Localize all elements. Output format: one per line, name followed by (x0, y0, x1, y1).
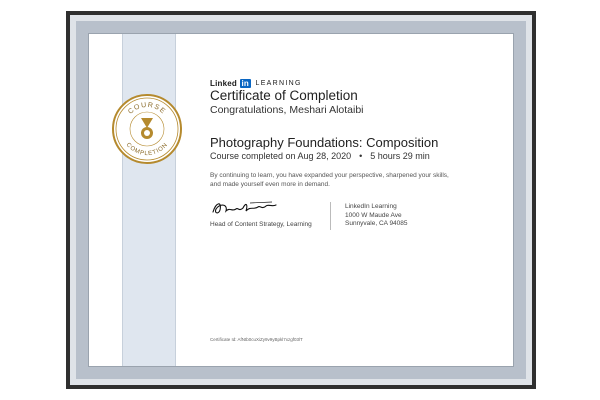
recipient-line: Congratulations, Meshari Alotaibi (210, 104, 364, 116)
logo-brand-prefix: Linked (210, 79, 237, 88)
completion-details (210, 151, 430, 161)
linkedin-learning-logo (210, 79, 302, 88)
completion-date: Course completed on Aug 28, 2020 (210, 151, 352, 161)
certificate-blurb: By continuing to learn, you have expanded your perspective, sharpened your skills, and made yourself even more in demand. (210, 172, 449, 188)
badge-top-text: COURSE (127, 101, 167, 116)
course-duration: 5 hours 29 min (370, 151, 430, 161)
address-line: Sunnyvale, CA 94085 (345, 220, 408, 227)
issuer-address (345, 203, 408, 229)
address-line: 1000 W Maude Ave (345, 211, 402, 219)
logo-in-box: in (241, 79, 249, 88)
certificate-title: Certificate of Completion (210, 88, 358, 103)
signature-divider (330, 202, 331, 230)
ribbon (122, 34, 176, 366)
separator-dot: • (359, 151, 363, 161)
address-line: LinkedIn Learning (345, 203, 397, 210)
badge-bottom-text: COMPLETION (124, 142, 170, 158)
badge-seal (111, 93, 183, 165)
logo-product: LEARNING (255, 80, 302, 87)
course-title: Photography Foundations: Composition (210, 135, 439, 150)
signature-image (210, 198, 290, 218)
course-completion-badge (111, 93, 183, 165)
certificate-id: Certificate Id: AfNtb0cuXiZy9v9yBpkl7xzgf03lT (210, 337, 303, 342)
signer-title: Head of Content Strategy, Learning (210, 221, 312, 228)
